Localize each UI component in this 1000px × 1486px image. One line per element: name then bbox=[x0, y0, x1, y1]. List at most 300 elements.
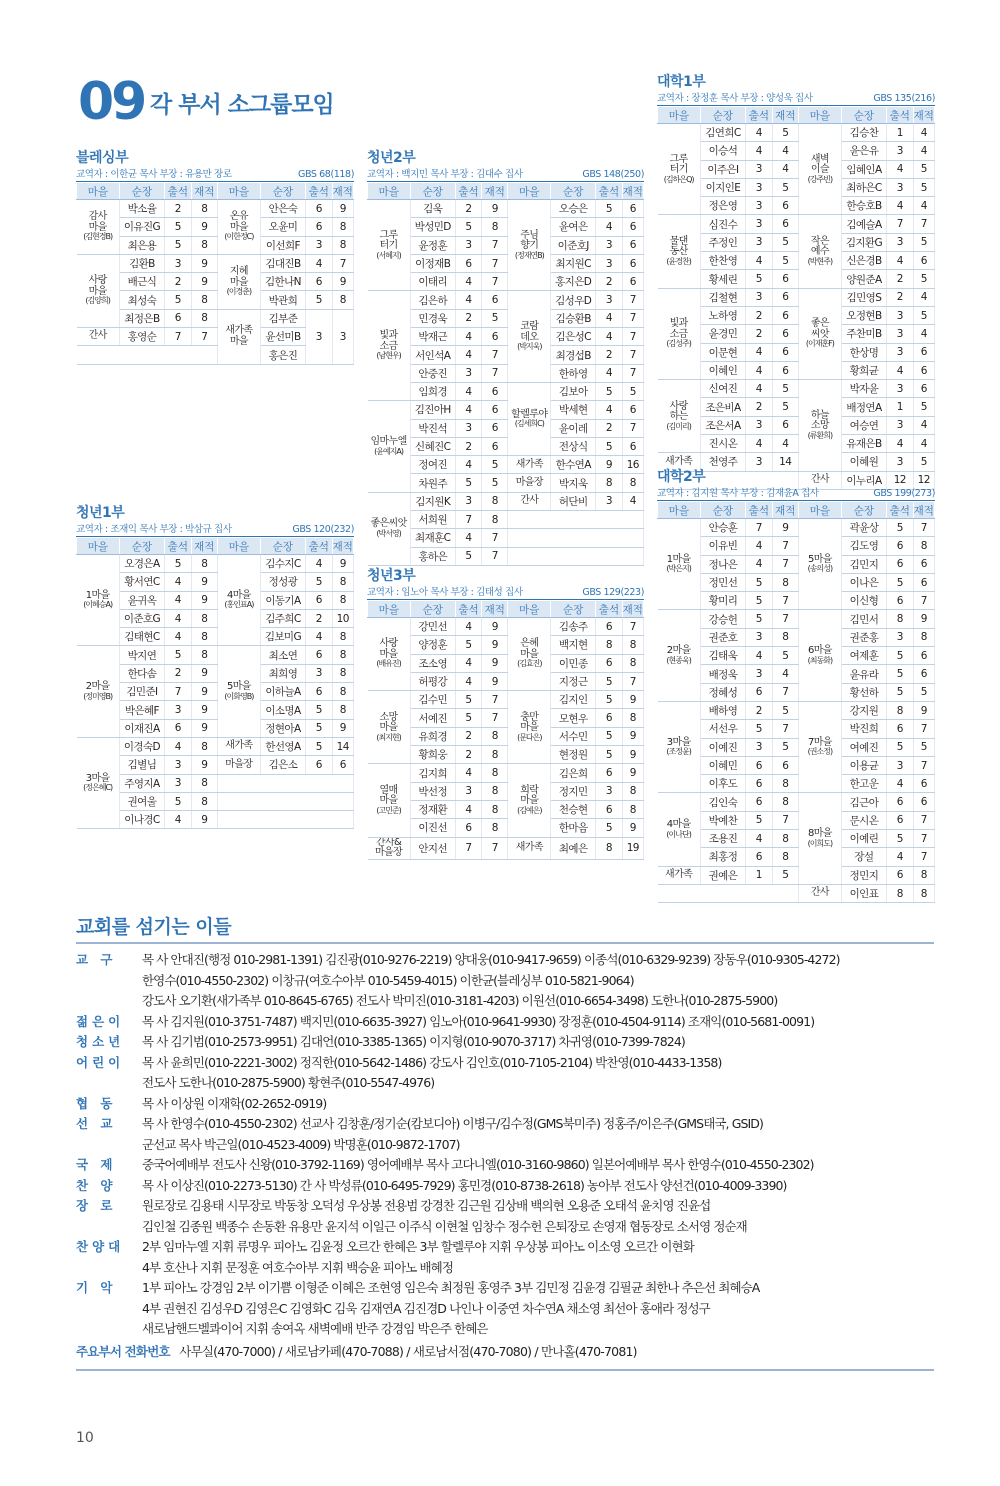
village-label: 그루 터기 bbox=[669, 153, 688, 176]
leader-name: 박진석 bbox=[410, 419, 455, 437]
village-name bbox=[798, 124, 841, 215]
attendance: 5 bbox=[887, 647, 913, 665]
leader-name: 김보아 bbox=[551, 382, 596, 400]
leader-name: 권준홍 bbox=[841, 628, 886, 646]
enrolled: 8 bbox=[191, 628, 217, 646]
divider bbox=[76, 942, 934, 944]
enrolled: 9 bbox=[191, 273, 217, 291]
column-header: 출석 bbox=[455, 601, 481, 618]
leader-name: 노하영 bbox=[700, 306, 745, 324]
enrolled: 9 bbox=[913, 610, 934, 628]
enrolled: 6 bbox=[913, 647, 934, 665]
attendance: 2 bbox=[596, 346, 622, 364]
attendance: 5 bbox=[165, 218, 191, 236]
village-leader: (배유진) bbox=[376, 659, 401, 669]
enrolled: 5 bbox=[913, 683, 934, 701]
enrolled: 3 bbox=[332, 309, 353, 364]
attendance: 2 bbox=[746, 325, 772, 343]
leader-name: 임희경 bbox=[410, 382, 455, 400]
attendance: 6 bbox=[596, 709, 622, 727]
enrolled: 10 bbox=[332, 609, 353, 627]
enrolled: 8 bbox=[191, 555, 217, 573]
group-table bbox=[657, 106, 935, 490]
leader-name: 이혜인 bbox=[700, 361, 745, 379]
enrolled: 5 bbox=[622, 382, 643, 400]
attendance: 5 bbox=[887, 573, 913, 591]
attendance: 3 bbox=[746, 288, 772, 306]
column-header: 출석 bbox=[165, 538, 191, 555]
column-header: 재적 bbox=[332, 183, 353, 200]
leader-name: 안지선 bbox=[410, 837, 455, 859]
village-name bbox=[658, 701, 701, 792]
staff-text: 1부 피아노 강경임 2부 이기쁨 이형준 이혜은 조현영 임은숙 최정원 홍영주 3부 김민정 김윤경 김필균 최한나 추은선 최혜승A 4부 권현진 김성우D 김영은C 김영화C 김욱 김재연A 김진경D 나인나 이중연 차수연A 채소영 최선아 홍애라 정성구 새로남핸드벨콰이어 지휘 송여옥 새벽예배 반주 강경임 박은주 한혜은 bbox=[142, 1280, 760, 1336]
enrolled: 7 bbox=[772, 537, 798, 555]
enrolled: 9 bbox=[482, 200, 508, 218]
attendance: 3 bbox=[887, 380, 913, 398]
village-label: 물댄 동산 bbox=[669, 235, 688, 258]
staff-label: 찬 양 bbox=[76, 1177, 117, 1193]
section-info bbox=[76, 523, 354, 537]
staff-label: 젊은이 bbox=[76, 1013, 125, 1029]
village-name bbox=[368, 200, 411, 291]
column-header: 출석 bbox=[746, 107, 772, 124]
attendance: 5 bbox=[887, 683, 913, 701]
village-label: 마을장 bbox=[225, 758, 253, 770]
table-row bbox=[368, 837, 644, 859]
enrolled: 5 bbox=[913, 270, 934, 288]
village-leader: (김성주) bbox=[666, 339, 691, 349]
enrolled: 7 bbox=[482, 691, 508, 709]
enrolled: 7 bbox=[622, 346, 643, 364]
attendance: 5 bbox=[306, 573, 332, 591]
enrolled: 5 bbox=[772, 178, 798, 196]
section-number: 09 bbox=[78, 72, 145, 132]
village-label: 희락 마을 bbox=[520, 784, 539, 807]
enrolled: 8 bbox=[332, 591, 353, 609]
enrolled: 8 bbox=[191, 291, 217, 309]
leader-name: 강승헌 bbox=[700, 610, 745, 628]
leader-name: 박관희 bbox=[260, 291, 305, 309]
leader-name: 서수민 bbox=[551, 727, 596, 745]
village-name bbox=[217, 737, 260, 755]
leader-name: 서인석A bbox=[410, 346, 455, 364]
leader-name: 김연희C bbox=[700, 124, 745, 142]
staff-text: 목 사 윤희민(010-2221-3002) 정직한(010-5642-1486) 강도사 김인호(010-7105-2104) 박찬영(010-4433-1358) 전도사 도한나(010-2875-5900) 황현주(010-5547-4976) bbox=[142, 1054, 722, 1090]
attendance: 2 bbox=[746, 701, 772, 719]
leader-name: 박은혜F bbox=[119, 701, 164, 719]
village-leader: (이경춘) bbox=[226, 287, 252, 297]
leader-name: 김도영 bbox=[841, 537, 886, 555]
village-label: 새벽 이슬 bbox=[810, 153, 829, 176]
enrolled: 7 bbox=[482, 837, 508, 859]
leader-name: 황미리 bbox=[700, 592, 745, 610]
enrolled: 4 bbox=[913, 288, 934, 306]
leader-name: 김진아H bbox=[410, 401, 455, 419]
attendance: 5 bbox=[887, 665, 913, 683]
attendance: 4 bbox=[746, 142, 772, 160]
attendance: 3 bbox=[455, 492, 481, 510]
enrolled: 8 bbox=[482, 492, 508, 510]
leader-name: 황희웅 bbox=[410, 746, 455, 764]
leader-name: 이준호J bbox=[551, 236, 596, 254]
leader-name: 김민지 bbox=[841, 555, 886, 573]
village-leader: (홍인표A) bbox=[224, 600, 254, 610]
attendance: 4 bbox=[165, 737, 191, 755]
leader-name: 배근식 bbox=[119, 273, 164, 291]
enrolled: 7 bbox=[913, 811, 934, 829]
column-header: 마을 bbox=[658, 502, 701, 519]
attendance: 2 bbox=[455, 437, 481, 455]
enrolled: 4 bbox=[622, 492, 643, 510]
enrolled: 7 bbox=[913, 720, 934, 738]
attendance: 4 bbox=[455, 401, 481, 419]
enrolled: 6 bbox=[772, 288, 798, 306]
attendance: 8 bbox=[887, 884, 913, 902]
attendance: 3 bbox=[306, 664, 332, 682]
attendance: 4 bbox=[306, 254, 332, 272]
staff-label: 어린이 bbox=[76, 1054, 125, 1070]
enrolled: 14 bbox=[332, 737, 353, 755]
attendance: 3 bbox=[455, 364, 481, 382]
enrolled: 7 bbox=[482, 709, 508, 727]
attendance: 12 bbox=[887, 471, 913, 489]
enrolled: 9 bbox=[622, 691, 643, 709]
leader-name: 김부준 bbox=[260, 309, 305, 327]
enrolled: 9 bbox=[191, 573, 217, 591]
attendance: 1 bbox=[746, 866, 772, 884]
enrolled: 7 bbox=[772, 811, 798, 829]
attendance: 4 bbox=[746, 380, 772, 398]
village-name bbox=[77, 254, 120, 327]
gbs-count: GBS 199(273) bbox=[873, 488, 935, 499]
leader-name: 여제훈 bbox=[841, 647, 886, 665]
attendance: 2 bbox=[596, 273, 622, 291]
staff-info: 교역자 : 이한균 목사 부장 : 유용만 장로 bbox=[76, 169, 232, 180]
leader-name: 신여진 bbox=[700, 380, 745, 398]
column-header: 마을 bbox=[508, 183, 551, 200]
group-table bbox=[367, 600, 644, 860]
village-leader: (김세희C) bbox=[514, 419, 544, 429]
attendance: 6 bbox=[887, 592, 913, 610]
staff-info: 교역자 : 장정훈 목사 부장 : 양성욱 집사 bbox=[657, 93, 813, 104]
leader-name: 지정근 bbox=[551, 672, 596, 690]
attendance: 5 bbox=[596, 727, 622, 745]
column-header: 순장 bbox=[700, 107, 745, 124]
village-name bbox=[658, 380, 701, 453]
staff-text: 원로장로 김용태 시무장로 박동창 오덕성 우상봉 전용범 강경찬 김근원 김상배 백의현 오용준 오태석 윤치영 진윤섭 김인철 김종원 백종수 손동환 유용만 윤지석 이일근 이주식 이현철 임창수 정수헌 은퇴장로 손영재 협동장로 소서영 정순재 bbox=[142, 1198, 747, 1234]
attendance: 5 bbox=[596, 437, 622, 455]
enrolled: 6 bbox=[913, 343, 934, 361]
column-header: 재적 bbox=[913, 107, 934, 124]
attendance: 6 bbox=[887, 811, 913, 829]
staff-title: 교회를 섬기는 이들 bbox=[76, 916, 232, 938]
village-label: 할렐루야 bbox=[511, 408, 548, 420]
village-leader: (박현주) bbox=[807, 256, 833, 266]
leader-name: 최재훈C bbox=[410, 529, 455, 547]
attendance: 3 bbox=[887, 306, 913, 324]
staff-label: 국 제 bbox=[76, 1157, 117, 1172]
enrolled: 9 bbox=[482, 672, 508, 690]
village-label: 감사 마을 bbox=[88, 211, 107, 233]
enrolled: 8 bbox=[622, 474, 643, 492]
attendance: 7 bbox=[165, 328, 191, 346]
column-header: 재적 bbox=[622, 183, 643, 200]
enrolled: 16 bbox=[622, 456, 643, 474]
leader-name: 조소영 bbox=[410, 654, 455, 672]
attendance: 5 bbox=[455, 474, 481, 492]
attendance: 2 bbox=[306, 609, 332, 627]
enrolled: 6 bbox=[772, 306, 798, 324]
leader-name: 천승현 bbox=[551, 800, 596, 818]
attendance: 4 bbox=[746, 555, 772, 573]
gbs-count: GBS 148(250) bbox=[582, 169, 644, 180]
attendance: 8 bbox=[887, 701, 913, 719]
attendance: 5 bbox=[746, 610, 772, 628]
leader-name: 김철현 bbox=[700, 288, 745, 306]
attendance: 6 bbox=[306, 683, 332, 701]
attendance: 1 bbox=[887, 398, 913, 416]
village-name bbox=[217, 200, 260, 255]
staff-section bbox=[76, 912, 934, 1371]
attendance: 4 bbox=[887, 197, 913, 215]
leader-name: 정민선 bbox=[700, 573, 745, 591]
village-leader: (이재훈F) bbox=[805, 339, 834, 349]
attendance: 4 bbox=[746, 361, 772, 379]
village-leader: (고민준) bbox=[376, 805, 401, 815]
village-label: 온유 마을 bbox=[229, 211, 248, 233]
leader-name: 최하은C bbox=[841, 178, 886, 196]
attendance: 4 bbox=[165, 609, 191, 627]
attendance: 5 bbox=[165, 236, 191, 254]
attendance: 3 bbox=[596, 782, 622, 800]
enrolled: 6 bbox=[772, 325, 798, 343]
leader-name: 김승환B bbox=[551, 309, 596, 327]
enrolled: 8 bbox=[482, 819, 508, 837]
section-name: 청년3부 bbox=[367, 568, 416, 584]
village-label: 새가족 bbox=[665, 869, 693, 881]
village-leader: (이혜승A) bbox=[83, 600, 113, 610]
table-row bbox=[368, 291, 644, 309]
village-name bbox=[77, 646, 120, 737]
attendance: 5 bbox=[596, 200, 622, 218]
staff-list bbox=[76, 950, 934, 1340]
village-name bbox=[217, 254, 260, 309]
enrolled: 6 bbox=[772, 270, 798, 288]
attendance: 4 bbox=[165, 628, 191, 646]
leader-name: 이유빈 bbox=[700, 537, 745, 555]
column-header: 출석 bbox=[596, 183, 622, 200]
leader-name: 최정은B bbox=[119, 309, 164, 327]
attendance: 3 bbox=[455, 782, 481, 800]
staff-row bbox=[76, 1196, 934, 1237]
enrolled: 4 bbox=[772, 142, 798, 160]
enrolled: 8 bbox=[191, 792, 217, 810]
leader-name: 안은숙 bbox=[260, 200, 305, 218]
staff-row bbox=[76, 1155, 934, 1176]
attendance: 5 bbox=[455, 709, 481, 727]
enrolled: 6 bbox=[772, 756, 798, 774]
village-leader: (최지현) bbox=[376, 732, 401, 742]
enrolled: 14 bbox=[772, 453, 798, 471]
enrolled: 8 bbox=[772, 848, 798, 866]
village-label: 2마을 bbox=[85, 681, 110, 693]
table-row bbox=[368, 492, 644, 510]
leader-name: 이인표 bbox=[841, 884, 886, 902]
attendance: 4 bbox=[165, 591, 191, 609]
village-name bbox=[508, 764, 551, 837]
enrolled: 6 bbox=[482, 437, 508, 455]
leader-name: 김별님 bbox=[119, 756, 164, 774]
leader-name: 주찬미B bbox=[841, 325, 886, 343]
enrolled: 6 bbox=[772, 416, 798, 434]
enrolled: 6 bbox=[482, 328, 508, 346]
village-name bbox=[77, 328, 120, 346]
village-label: 새가족 마을 bbox=[225, 325, 253, 347]
attendance: 6 bbox=[306, 200, 332, 218]
village-leader: (윤경찬) bbox=[666, 256, 691, 266]
leader-name: 최경섭B bbox=[551, 346, 596, 364]
empty-cell bbox=[658, 884, 799, 902]
village-name bbox=[508, 200, 551, 291]
page-number: 10 bbox=[76, 1430, 94, 1446]
leader-name: 최은용 bbox=[119, 236, 164, 254]
attendance: 3 bbox=[746, 215, 772, 233]
leader-name: 박예찬 bbox=[700, 811, 745, 829]
village-leader: (김예은) bbox=[517, 805, 542, 815]
leader-name: 윤은유 bbox=[841, 142, 886, 160]
attendance: 6 bbox=[887, 866, 913, 884]
column-header: 순장 bbox=[700, 502, 745, 519]
section-info bbox=[367, 168, 644, 182]
village-label: 5마을 bbox=[807, 553, 832, 565]
village-name bbox=[508, 691, 551, 764]
leader-name: 서선우 bbox=[700, 720, 745, 738]
leader-name: 문시온 bbox=[841, 811, 886, 829]
village-name bbox=[368, 291, 411, 401]
staff-row bbox=[76, 1278, 934, 1340]
enrolled: 6 bbox=[772, 361, 798, 379]
attendance: 4 bbox=[455, 800, 481, 818]
column-header: 마을 bbox=[658, 107, 701, 124]
enrolled: 8 bbox=[332, 701, 353, 719]
attendance: 3 bbox=[746, 738, 772, 756]
attendance: 5 bbox=[746, 720, 772, 738]
attendance: 5 bbox=[596, 819, 622, 837]
empty-cell bbox=[508, 547, 644, 565]
column-header: 마을 bbox=[217, 538, 260, 555]
enrolled: 9 bbox=[622, 764, 643, 782]
column-header: 순장 bbox=[841, 502, 886, 519]
enrolled: 9 bbox=[191, 756, 217, 774]
enrolled: 5 bbox=[913, 738, 934, 756]
village-label: 새가족 bbox=[515, 458, 543, 470]
leader-name: 김은희 bbox=[551, 764, 596, 782]
leader-name: 장설 bbox=[841, 848, 886, 866]
village-name bbox=[77, 555, 120, 646]
attendance: 3 bbox=[596, 236, 622, 254]
leader-name: 홍지은D bbox=[551, 273, 596, 291]
header-row bbox=[368, 601, 644, 618]
village-label: 간사 bbox=[520, 495, 539, 507]
enrolled: 8 bbox=[622, 636, 643, 654]
leader-name: 조은서A bbox=[700, 416, 745, 434]
village-leader: (정재연B) bbox=[514, 250, 544, 260]
leader-name: 안승훈 bbox=[700, 519, 745, 537]
leader-name: 유재은B bbox=[841, 435, 886, 453]
leader-name: 이지인E bbox=[700, 178, 745, 196]
section-name: 블레싱부 bbox=[76, 150, 129, 166]
attendance: 3 bbox=[887, 756, 913, 774]
leader-name: 김한나N bbox=[260, 273, 305, 291]
staff-text: 목 사 안대진(행정 010-2981-1391) 김진광(010-9276-2219) 양대웅(010-9417-9659) 이종석(010-6329-9239) 장동우(010-9305-4272) 한영수(010-4550-2302) 이창규(여호수아부 010-5459-4015) 이한균(블레싱부 010-5821-9064) 강도사 오기환(새가족부 010-8645-6765) 전도사 박미진(010-3181-4203) 이원선(010-6654-3498) 도한나(010-2875-5900) bbox=[142, 952, 840, 1008]
section-name: 대학2부 bbox=[657, 469, 706, 485]
village-leader: (조정윤) bbox=[666, 747, 691, 757]
enrolled: 7 bbox=[622, 328, 643, 346]
attendance: 5 bbox=[306, 701, 332, 719]
leader-name: 김지환G bbox=[841, 233, 886, 251]
column-header: 출석 bbox=[165, 183, 191, 200]
enrolled: 7 bbox=[772, 610, 798, 628]
enrolled: 4 bbox=[913, 124, 934, 142]
column-header: 재적 bbox=[482, 601, 508, 618]
village-name bbox=[798, 701, 841, 792]
enrolled: 8 bbox=[772, 573, 798, 591]
divider bbox=[76, 1369, 934, 1371]
enrolled: 6 bbox=[482, 401, 508, 419]
enrolled: 9 bbox=[482, 618, 508, 636]
village-name bbox=[798, 884, 841, 902]
leader-name: 백지현 bbox=[551, 636, 596, 654]
attendance: 4 bbox=[746, 647, 772, 665]
leader-name: 박재근 bbox=[410, 328, 455, 346]
village-name bbox=[658, 610, 701, 701]
leader-name: 차원주 bbox=[410, 474, 455, 492]
leader-name: 주정인 bbox=[700, 233, 745, 251]
leader-name: 한하영 bbox=[551, 364, 596, 382]
staff-label: 청소년 bbox=[76, 1034, 125, 1049]
staff-row bbox=[76, 950, 934, 1012]
leader-name: 이소명A bbox=[260, 701, 305, 719]
enrolled: 7 bbox=[622, 291, 643, 309]
enrolled: 7 bbox=[913, 830, 934, 848]
attendance: 5 bbox=[596, 746, 622, 764]
enrolled: 7 bbox=[622, 309, 643, 327]
village-leader: (문다은) bbox=[517, 732, 542, 742]
enrolled: 5 bbox=[482, 309, 508, 327]
leader-name: 권준호 bbox=[700, 628, 745, 646]
gbs-count: GBS 129(223) bbox=[582, 587, 644, 598]
enrolled: 5 bbox=[772, 380, 798, 398]
attendance: 4 bbox=[746, 124, 772, 142]
leader-name: 오정현B bbox=[841, 306, 886, 324]
enrolled: 9 bbox=[191, 591, 217, 609]
village-leader: (정미영B) bbox=[83, 691, 113, 701]
enrolled: 4 bbox=[772, 665, 798, 683]
attendance: 4 bbox=[887, 252, 913, 270]
leader-name: 이누리A bbox=[841, 471, 886, 489]
gbs-count: GBS 68(118) bbox=[298, 169, 354, 180]
leader-name: 한선영A bbox=[260, 737, 305, 755]
table-row bbox=[658, 288, 935, 306]
leader-name: 김수민 bbox=[410, 691, 455, 709]
enrolled: 4 bbox=[772, 160, 798, 178]
village-leader: (김효진) bbox=[517, 659, 542, 669]
section-blessing bbox=[76, 148, 354, 365]
attendance: 6 bbox=[596, 764, 622, 782]
enrolled: 4 bbox=[772, 435, 798, 453]
leader-name: 조용진 bbox=[700, 830, 745, 848]
village-name bbox=[508, 492, 551, 510]
